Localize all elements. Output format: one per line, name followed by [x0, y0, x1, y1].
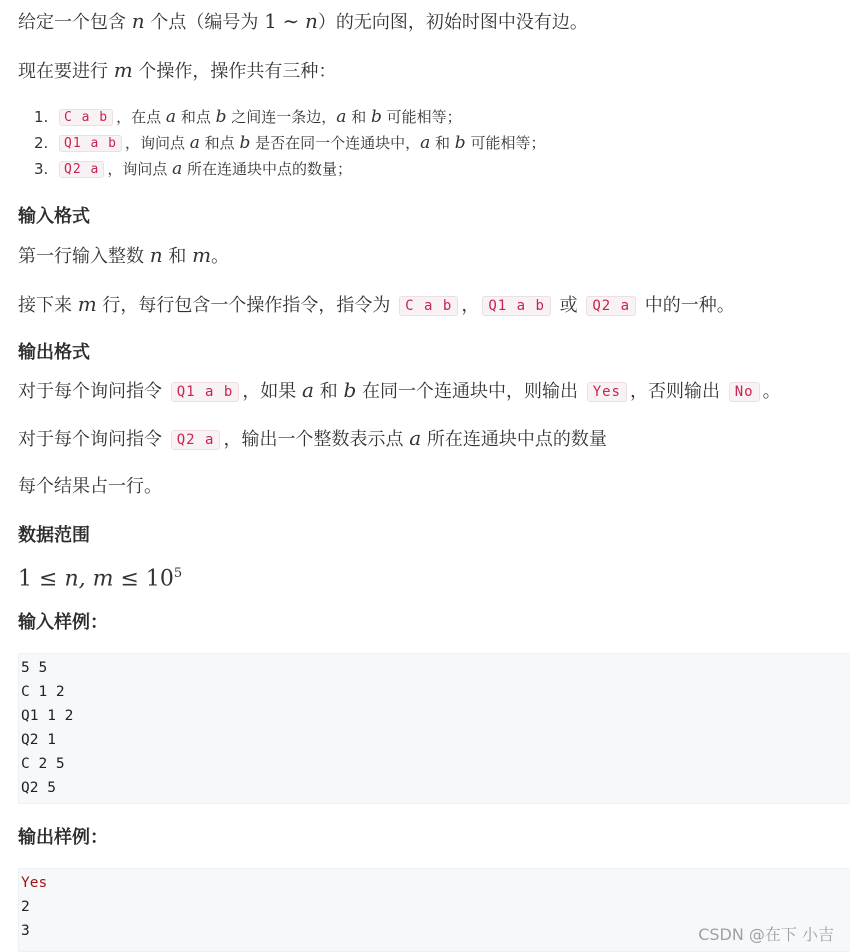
text: 。 — [762, 381, 781, 402]
text: 在同一个连通块中，则输出 — [356, 381, 584, 402]
text: ，询问点 — [124, 134, 190, 152]
math-var: b — [239, 133, 251, 153]
text: 给定一个包含 — [18, 12, 132, 33]
math-var: a — [172, 159, 183, 179]
math-tilde: ∼ — [282, 9, 300, 33]
inline-code: No — [729, 382, 760, 402]
text: ，在点 — [116, 108, 166, 126]
code-line: 2 — [21, 899, 30, 915]
data-range-formula — [18, 560, 182, 593]
math-vars: n, m — [64, 566, 114, 592]
math-var-m: m — [77, 292, 97, 316]
text: 现在要进行 — [18, 61, 114, 82]
input-format-line-2 — [18, 292, 735, 318]
text: 是否在同一个连通块中， — [250, 134, 421, 152]
math-var: b — [370, 107, 382, 127]
text: ，否则输出 — [630, 381, 726, 402]
text: ，如果 — [242, 381, 303, 402]
math-var: a — [336, 107, 347, 127]
text: 所在连通块中点的数量 — [421, 429, 607, 450]
output-format-line-3: 每个结果占一行。 — [18, 476, 162, 497]
math-var: a — [189, 133, 200, 153]
text: ，输出一个整数表示点 — [223, 429, 410, 450]
inline-code: Q2 a — [171, 430, 221, 450]
intro-paragraph-1 — [18, 9, 588, 35]
text: 所在连通块中点的数量； — [182, 160, 353, 178]
output-format-heading: 输出格式 — [18, 342, 90, 363]
text: 对于每个询问指令 — [18, 429, 168, 450]
list-number: 1. — [34, 108, 49, 126]
math-var: b — [343, 378, 357, 402]
math-one: 1 — [264, 9, 277, 33]
code-line: C 1 2 — [21, 684, 65, 700]
text: 接下来 — [18, 295, 78, 316]
text: 对于每个询问指令 — [18, 381, 168, 402]
text: 和 — [430, 134, 455, 152]
text: 可能相等； — [465, 134, 546, 152]
text: 行，每行包含一个操作指令，指令为 — [96, 295, 397, 316]
code-line: Yes — [21, 875, 48, 891]
input-format-heading: 输入格式 — [18, 206, 90, 227]
text: 。 — [211, 246, 230, 267]
math-exponent: 5 — [173, 566, 183, 581]
text: 和 — [162, 246, 193, 267]
text: 之间连一条边， — [226, 108, 337, 126]
math-le: ≤ — [120, 566, 139, 592]
math-var: b — [454, 133, 466, 153]
text: 和 — [313, 381, 344, 402]
math-var-n: n — [131, 9, 145, 33]
text: 个操作，操作共有三种： — [132, 61, 337, 82]
math-var: a — [420, 133, 431, 153]
inline-code: Q2 a — [586, 296, 636, 316]
math-le: ≤ — [39, 566, 58, 592]
math-var: a — [302, 378, 314, 402]
sample-input-code-block — [18, 653, 850, 804]
inline-code: Q1 a b — [59, 135, 122, 152]
text: ）的无向图，初始时图中没有边。 — [317, 12, 588, 33]
inline-code: C a b — [59, 109, 113, 126]
code-line: Q1 1 2 — [21, 708, 74, 724]
text: 和点 — [176, 108, 216, 126]
text: 中的一种。 — [639, 295, 735, 316]
text: 可能相等； — [381, 108, 462, 126]
text: ， — [461, 295, 480, 316]
operation-item-2 — [34, 132, 545, 155]
code-line: Q2 1 — [21, 732, 56, 748]
math-var-m: m — [113, 58, 133, 82]
code-line: 3 — [21, 923, 30, 939]
output-format-line-2 — [18, 426, 607, 452]
sample-output-heading: 输出样例： — [18, 827, 108, 848]
inline-code: C a b — [399, 296, 458, 316]
math-var-n: n — [149, 243, 163, 267]
list-number: 2. — [34, 134, 49, 152]
code-line: 5 5 — [21, 660, 48, 676]
math-var: a — [409, 426, 422, 450]
text: 和 — [346, 108, 371, 126]
output-format-line-1 — [18, 378, 781, 404]
operation-item-3 — [34, 158, 352, 181]
text: 或 — [553, 295, 584, 316]
operation-item-1 — [34, 106, 462, 129]
intro-paragraph-2 — [18, 58, 336, 84]
list-number: 3. — [34, 160, 49, 178]
csdn-watermark: CSDN @在下 小吉 — [698, 925, 834, 944]
math-var-n: n — [305, 9, 318, 33]
math-var: a — [165, 107, 177, 127]
inline-code: Q1 a b — [171, 382, 240, 402]
math-one: 1 — [18, 566, 32, 592]
code-line: Q2 5 — [21, 780, 56, 796]
code-line: C 2 5 — [21, 756, 65, 772]
inline-code: Yes — [587, 382, 627, 402]
sample-input-heading: 输入样例： — [18, 612, 108, 633]
input-format-line-1 — [18, 243, 229, 269]
text: 第一行输入整数 — [18, 246, 150, 267]
text: 个点（编号为 — [144, 12, 265, 33]
data-range-heading: 数据范围 — [18, 525, 90, 546]
text: ，询问点 — [107, 160, 173, 178]
inline-code: Q1 a b — [482, 296, 551, 316]
math-base: 10 — [145, 566, 174, 592]
math-var-m: m — [192, 243, 212, 267]
text: 和点 — [199, 134, 240, 152]
math-var: b — [215, 107, 227, 127]
inline-code: Q2 a — [59, 161, 104, 178]
